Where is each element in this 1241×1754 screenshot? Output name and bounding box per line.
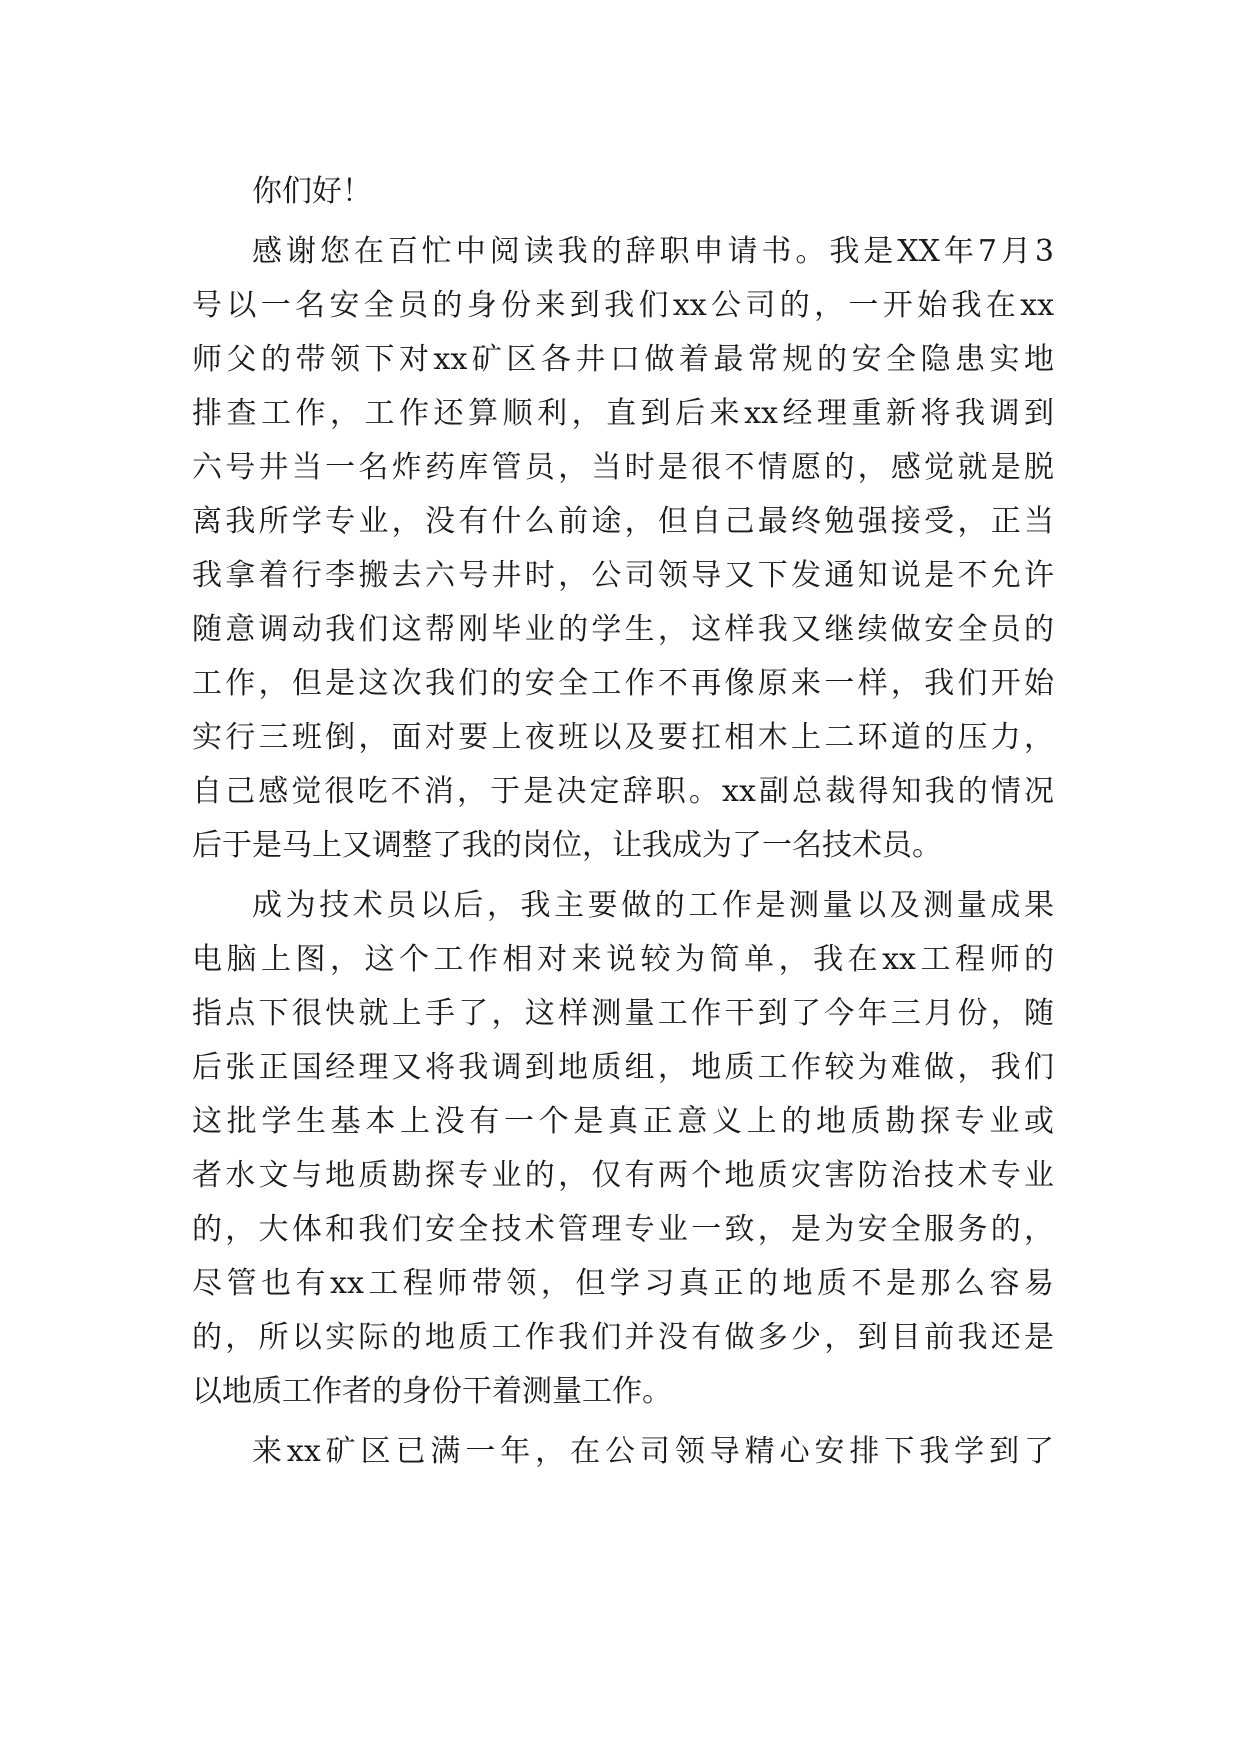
text-line: 后于是马上又调整了我的岗位，让我成为了一名技术员。 [192,828,942,863]
text-line: 实行三班倒，面对要上夜班以及要扛相木上二环道的压力， [192,720,1054,755]
paragraph-3 [192,1425,1054,1479]
text-line: 自己感觉很吃不消，于是决定辞职。xx副总裁得知我的情况 [192,774,1054,809]
text-line: 后张正国经理又将我调到地质组，地质工作较为难做，我们 [192,1050,1054,1085]
text-line: 指点下很快就上手了，这样测量工作干到了今年三月份，随 [192,996,1054,1031]
text-line: 工作，但是这次我们的安全工作不再像原来一样，我们开始 [192,666,1054,701]
text-line: 排查工作，工作还算顺利，直到后来xx经理重新将我调到 [192,396,1054,431]
text-line: 者水文与地质勘探专业的，仅有两个地质灾害防治技术专业 [192,1158,1054,1193]
text-line: 师父的带领下对xx矿区各井口做着最常规的安全隐患实地 [192,342,1054,377]
text-line: 以地质工作者的身份干着测量工作。 [192,1374,672,1409]
text-line: 离我所学专业，没有什么前途，但自己最终勉强接受，正当 [192,504,1054,539]
letter-body [192,165,1054,1479]
text-line: 这批学生基本上没有一个是真正意义上的地质勘探专业或 [192,1104,1054,1139]
text-line: 来xx矿区已满一年，在公司领导精心安排下我学到了 [252,1434,1054,1469]
text-line: 的，大体和我们安全技术管理专业一致，是为安全服务的， [192,1212,1054,1247]
text-line: 六号井当一名炸药库管员，当时是很不情愿的，感觉就是脱 [192,450,1054,485]
text-line: 我拿着行李搬去六号井时，公司领导又下发通知说是不允许 [192,558,1054,593]
text-line: 随意调动我们这帮刚毕业的学生，这样我又继续做安全员的 [192,612,1054,647]
text-line: 尽管也有xx工程师带领，但学习真正的地质不是那么容易 [192,1266,1054,1301]
paragraph-1 [192,225,1054,873]
text-line: 的，所以实际的地质工作我们并没有做多少，到目前我还是 [192,1320,1054,1355]
greeting-line: 你们好！ [252,174,372,209]
text-line: 电脑上图，这个工作相对来说较为简单，我在xx工程师的 [192,942,1054,977]
text-line: 成为技术员以后，我主要做的工作是测量以及测量成果 [252,888,1054,923]
paragraph-2 [192,879,1054,1419]
text-line: 感谢您在百忙中阅读我的辞职申请书。我是XX年7月3 [252,234,1054,269]
text-line: 号以一名安全员的身份来到我们xx公司的，一开始我在xx [192,288,1054,323]
